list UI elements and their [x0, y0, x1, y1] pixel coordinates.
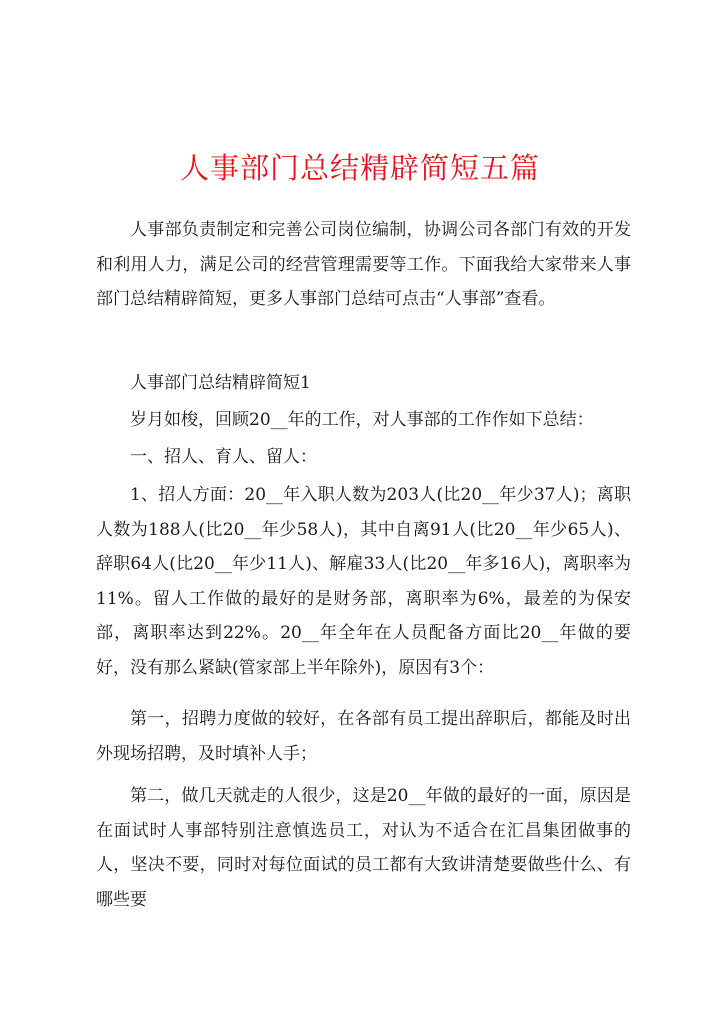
heading-recruit-train-retain: 一、招人、育人、留人： — [130, 447, 317, 467]
year-review-line: 岁月如梭，回顾20__年的工作，对人事部的工作作如下总结： — [130, 410, 594, 430]
section-title: 人事部门总结精辟简短1 — [130, 373, 311, 393]
first-reason-paragraph: 第一，招聘力度做的较好，在各部有员工提出辞职后，都能及时出外现场招聘，及时填补人手； — [96, 709, 631, 764]
second-reason-paragraph: 第二，做几天就走的人很少，这是20__年做的最好的一面，原因是在面试时人事部特别注意慎选员工，对认为不适合在汇昌集团做事的人，坚决不要，同时对每位面试的员工都有大致讲清楚要做些什么、有哪些要 — [96, 786, 631, 910]
intro-paragraph: 人事部负责制定和完善公司岗位编制，协调公司各部门有效的开发和利用人力，满足公司的经营管理需要等工作。下面我给大家带来人事部门总结精辟简短，更多人事部门总结可点击“人事部”查看。 — [96, 220, 631, 309]
recruit-paragraph: 1、招人方面：20__年入职人数为203人(比20__年少37人)；离职人数为188人(比20__年少58人)，其中自离91人(比20__年少65人)、辞职64人(比20__年少11人)、解雇33人(比20__年多16人)，离职率为11%。留人工作做的最好的是财务部，离职率为6%，最差的为保安部，离职率达到22%。20__年全年在人员配备方面比20__年做的要好，没有那么紧缺(管家部上半年除外)，原因有3个： — [96, 485, 631, 678]
document-title: 人事部门总结精辟简短五篇 — [179, 151, 540, 185]
